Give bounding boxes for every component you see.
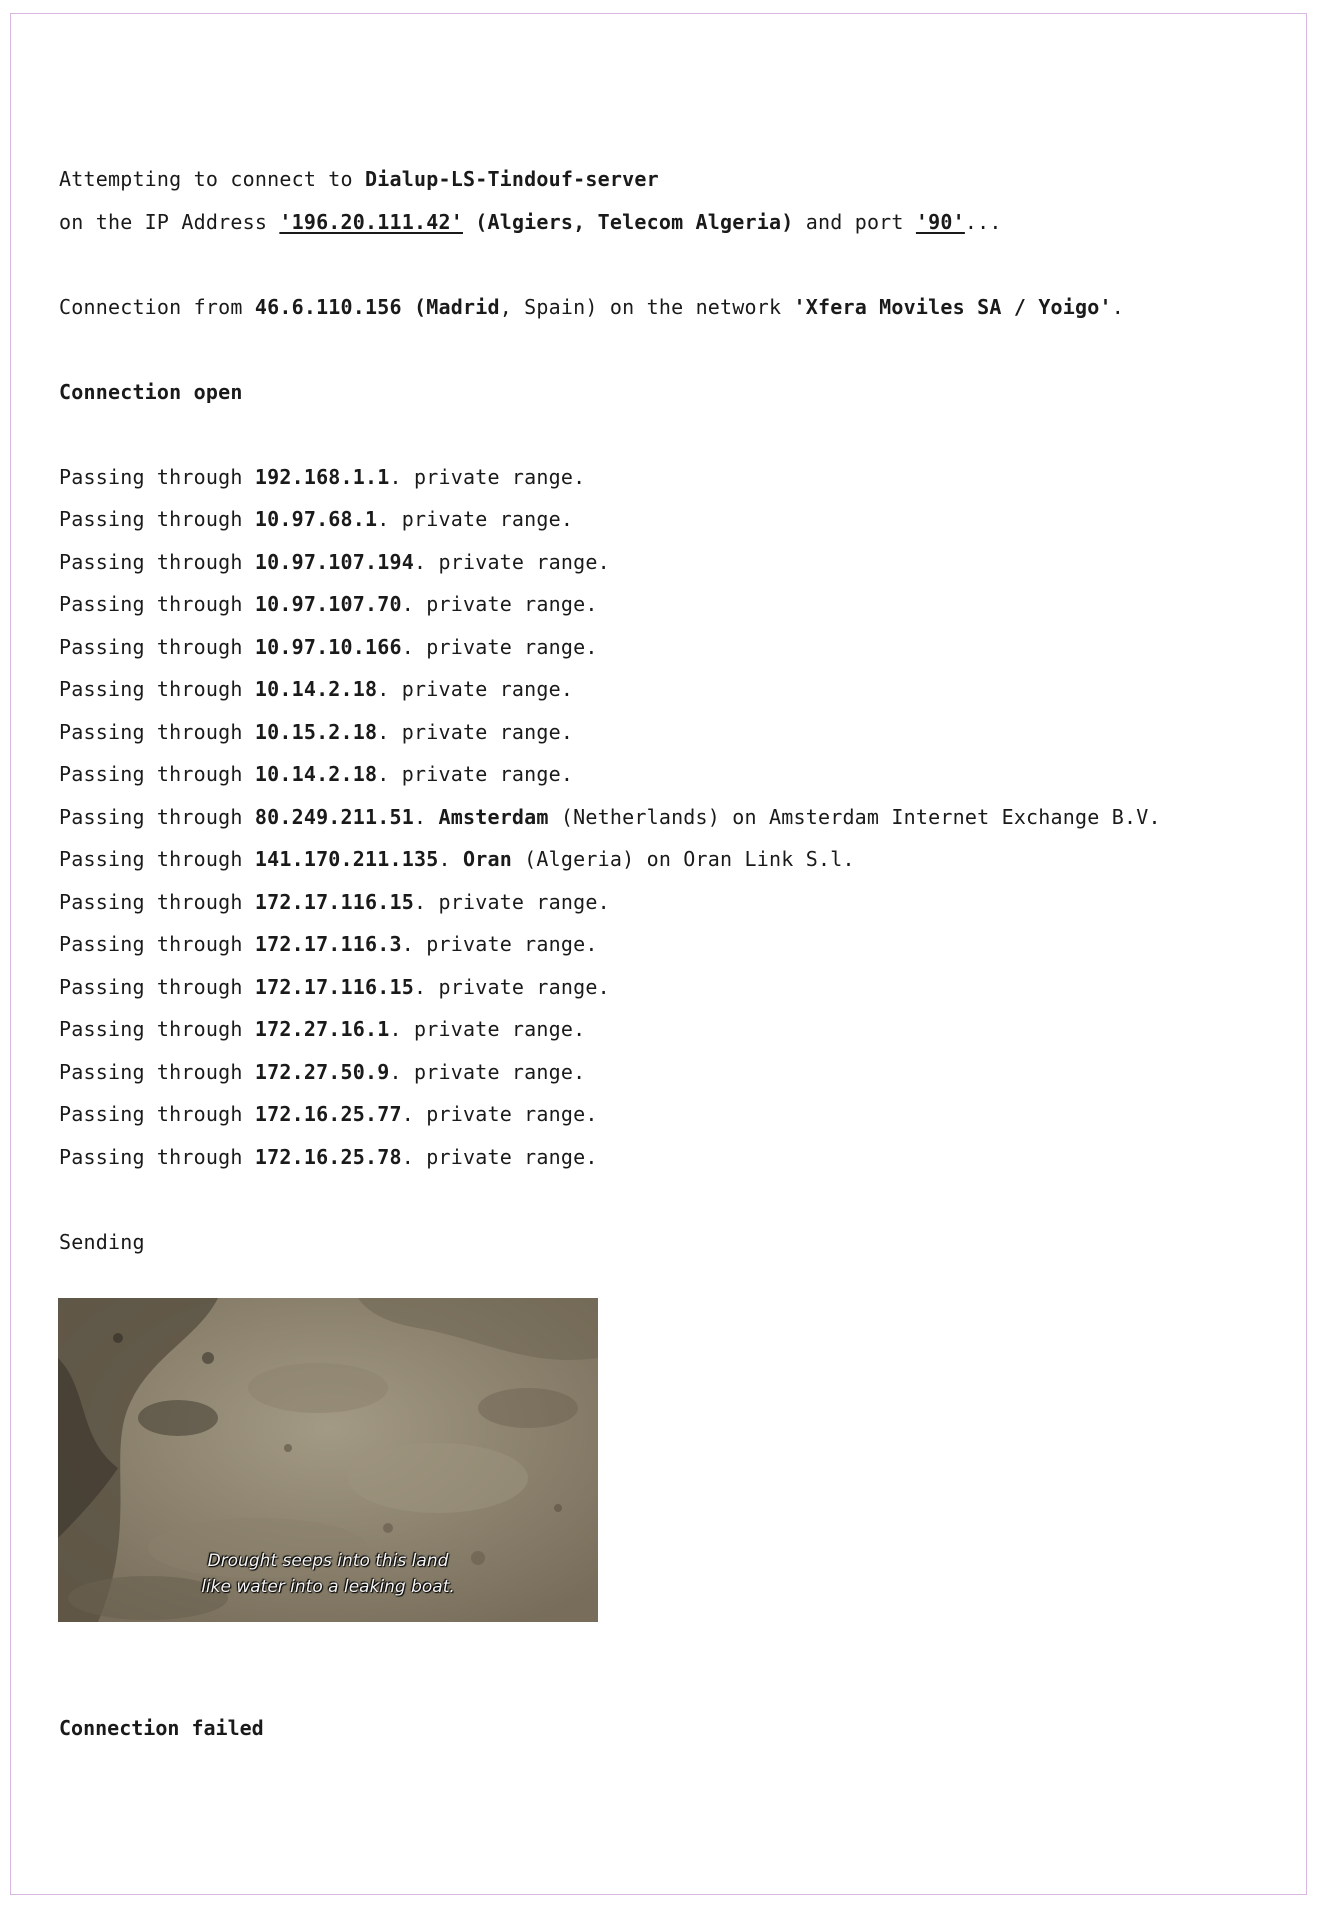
server-name: Dialup-LS-Tindouf-server <box>365 167 659 191</box>
hop-ip: 172.16.25.78 <box>254 1144 402 1169</box>
hop-line: Passing through 10.14.2.18. private range. <box>59 677 574 701</box>
hop-ip: 10.97.107.194 <box>254 549 414 574</box>
origin-line: Connection from 46.6.110.156 (Madrid, Spain) on the network 'Xfera Moviles SA / Yoigo'. <box>59 294 1125 319</box>
hop-ip: 172.27.50.9 <box>254 1059 390 1084</box>
target-location: (Algiers, Telecom Algeria) <box>475 209 794 234</box>
target-port-link[interactable]: '90' <box>915 209 965 234</box>
spacer <box>59 413 1279 456</box>
ip-address-line: on the IP Address '196.20.111.42' (Algiers, Telecom Algeria) and port '90'... <box>59 209 1002 234</box>
hop-line: Passing through 10.15.2.18. private range. <box>59 719 574 744</box>
hop-line: Passing through 172.17.116.15. private range. <box>59 889 610 914</box>
hop-line: Passing through 10.97.10.166. private range. <box>59 634 598 659</box>
sending-label: Sending <box>59 1229 145 1254</box>
hop-ip: 172.17.116.15 <box>254 889 414 914</box>
hop-line: Passing through 172.16.25.77. private range. <box>59 1102 598 1126</box>
hop-line: Passing through 80.249.211.51. Amsterdam (Netherlands) on Amsterdam Internet Exchange B.V. <box>59 804 1161 829</box>
connect-attempt-line: Attempting to connect to Dialup-LS-Tindouf-server <box>59 167 659 191</box>
hop-line: Passing through 172.16.25.78. private range. <box>59 1144 598 1169</box>
terminal-log <box>59 158 1279 1263</box>
origin-city: (Madrid <box>414 294 500 319</box>
hop-ip: 10.97.107.70 <box>254 592 402 616</box>
hop-line: Passing through 192.168.1.1. private range. <box>59 464 586 489</box>
hop-line: Passing through 172.27.50.9. private range. <box>59 1059 586 1084</box>
video-frame-image <box>58 1298 598 1622</box>
hop-line: Passing through 172.17.116.15. private range. <box>59 974 610 999</box>
hop-ip: 10.14.2.18 <box>254 762 378 786</box>
hop-city: Oran <box>462 847 512 871</box>
hop-line: Passing through 172.27.16.1. private range. <box>59 1017 586 1041</box>
spacer <box>59 328 1279 371</box>
hop-line: Passing through 141.170.211.135. Oran (Algeria) on Oran Link S.l. <box>59 847 855 871</box>
video-subtitle: Drought seeps into this land like water into a leaking boat. <box>201 1551 455 1597</box>
hop-line: Passing through 10.97.107.194. private range. <box>59 549 610 574</box>
hop-ip: 172.27.16.1 <box>254 1017 390 1041</box>
hop-list <box>59 456 1279 1179</box>
hop-line: Passing through 10.97.107.70. private range. <box>59 592 598 616</box>
origin-network: 'Xfera Moviles SA / Yoigo' <box>793 294 1112 319</box>
status-open: Connection open <box>59 379 243 404</box>
status-failed: Connection failed <box>59 1716 264 1740</box>
hop-ip: 141.170.211.135 <box>254 847 439 871</box>
hop-ip: 172.17.116.3 <box>254 932 402 956</box>
spacer <box>59 243 1279 286</box>
hop-ip: 10.15.2.18 <box>254 719 378 744</box>
hop-ip: 10.14.2.18 <box>254 677 378 701</box>
hop-ip: 10.97.10.166 <box>254 634 402 659</box>
spacer <box>59 1178 1279 1221</box>
hop-ip: 172.16.25.77 <box>254 1102 402 1126</box>
hop-ip: 172.17.116.15 <box>254 974 414 999</box>
hop-line: Passing through 172.17.116.3. private range. <box>59 932 598 956</box>
hop-line: Passing through 10.14.2.18. private range. <box>59 762 574 786</box>
hop-ip: 10.97.68.1 <box>254 507 378 531</box>
hop-line: Passing through 10.97.68.1. private range. <box>59 507 574 531</box>
origin-ip: 46.6.110.156 <box>254 294 402 319</box>
target-ip-link[interactable]: '196.20.111.42' <box>279 209 463 234</box>
hop-city: Amsterdam <box>438 804 549 829</box>
hop-ip: 192.168.1.1 <box>254 464 390 489</box>
hop-ip: 80.249.211.51 <box>254 804 414 829</box>
